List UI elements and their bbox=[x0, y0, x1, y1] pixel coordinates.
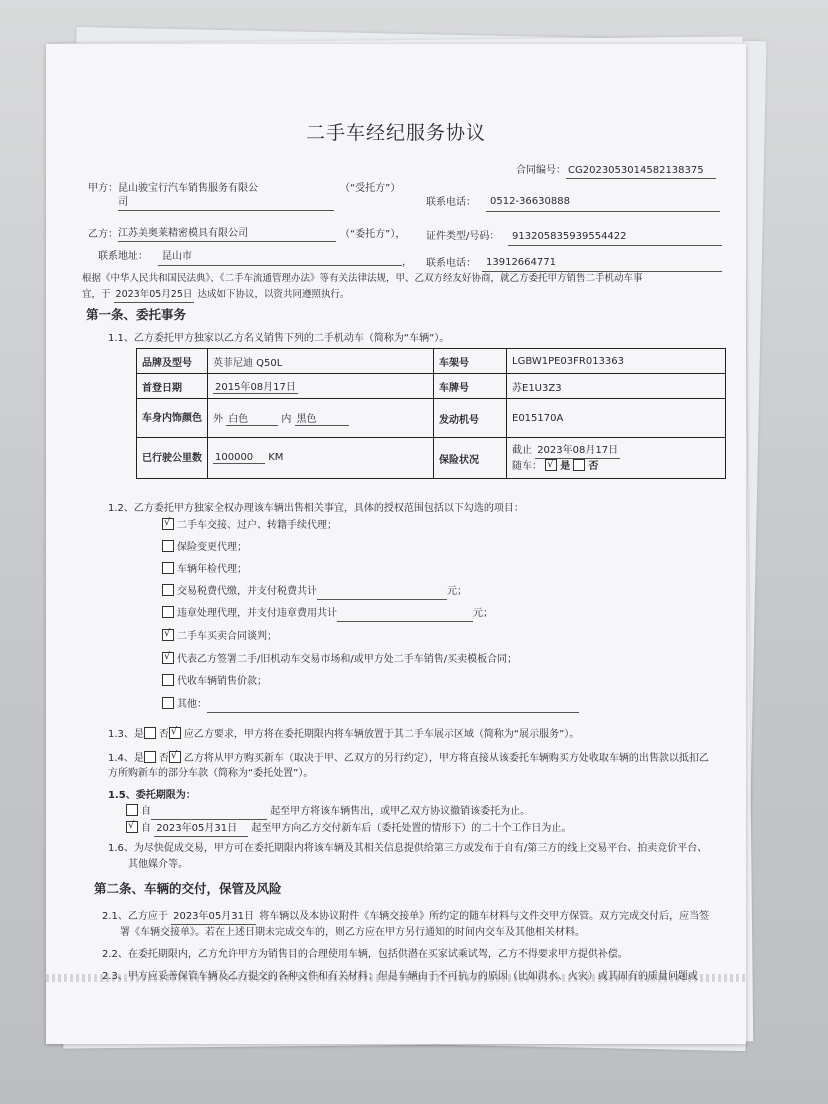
auth-checkbox[interactable] bbox=[162, 697, 174, 709]
underline bbox=[158, 265, 402, 266]
clause-1-4-cont: 方所购新车的部分车款（简称为“委托处置”）。 bbox=[108, 768, 314, 779]
insurance-follow-label: 随车： bbox=[512, 460, 542, 472]
auth-item-label: 二手车买卖合同谈判； bbox=[177, 631, 277, 642]
insurance-value bbox=[507, 438, 726, 479]
brand-value: 英菲尼迪 Q50L bbox=[208, 349, 434, 374]
table-row bbox=[137, 349, 726, 374]
term-text: 自 bbox=[141, 806, 151, 817]
party-b-role: （“委托方”）， bbox=[340, 229, 406, 240]
party-a-name-line2: 司 bbox=[118, 197, 128, 208]
auth-checkbox[interactable] bbox=[162, 674, 174, 686]
auth-item-label: 二手车交接、过户、转籍手续代理； bbox=[177, 520, 337, 531]
term-option-1 bbox=[126, 804, 530, 820]
document-title: 二手车经纪服务协议 bbox=[305, 122, 486, 144]
clause-1-6-cont: 其他媒介等。 bbox=[128, 859, 188, 870]
exterior-color: 白色 bbox=[226, 410, 278, 426]
term-option-1-checkbox[interactable] bbox=[126, 804, 138, 816]
auth-item-label: 交易税费代缴，并支付税费共计 bbox=[177, 586, 317, 597]
party-b-label: 乙方： bbox=[88, 229, 118, 240]
color-label: 车身内饰颜色 bbox=[137, 399, 208, 438]
auth-checkbox[interactable] bbox=[162, 518, 174, 530]
auth-item bbox=[162, 652, 517, 667]
vehicle-info-table bbox=[136, 348, 726, 479]
article-2-title: 第二条、车辆的交付，保管及风险 bbox=[94, 881, 282, 896]
auth-item bbox=[162, 606, 493, 622]
address-value: 昆山市 bbox=[162, 251, 192, 262]
registration-value bbox=[208, 374, 434, 399]
mileage-value bbox=[208, 438, 434, 479]
underline bbox=[508, 245, 722, 246]
brand-label: 品牌及型号 bbox=[137, 349, 208, 374]
clause-text: 应乙方要求，甲方将在委托期限内将车辆放置于其二手车展示区域（简称为“展示服务”）。 bbox=[183, 729, 580, 740]
insurance-no-label: 否 bbox=[588, 460, 599, 472]
clause-2-1 bbox=[102, 910, 709, 925]
exterior-prefix: 外 bbox=[213, 414, 223, 425]
term-text: 自 bbox=[141, 823, 151, 834]
insurance-no-checkbox[interactable] bbox=[573, 459, 585, 471]
auth-item-label: 违章处理代理，并支付违章费用共计 bbox=[177, 608, 337, 619]
underline bbox=[118, 241, 336, 242]
auth-item-label: 代收车辆销售价款； bbox=[177, 676, 267, 687]
mileage-unit: KM bbox=[268, 452, 284, 463]
engine-label: 发动机号 bbox=[434, 399, 507, 438]
auth-item-label: 车辆年检代理； bbox=[177, 564, 247, 575]
auth-item bbox=[162, 674, 267, 689]
party-a-label: 甲方： bbox=[88, 183, 118, 194]
auth-checkbox[interactable] bbox=[162, 562, 174, 574]
clause-text: 否 bbox=[158, 753, 169, 764]
clause-1-5: 1.5、委托期限为： bbox=[108, 790, 196, 801]
party-a-phone-label: 联系电话： bbox=[426, 197, 476, 208]
clause-1-4 bbox=[108, 751, 709, 766]
article-1-title: 第一条、委托事务 bbox=[86, 307, 187, 322]
auth-item bbox=[162, 584, 467, 600]
color-value bbox=[208, 399, 434, 438]
yuan-unit: 元； bbox=[473, 608, 493, 619]
clause-2-3: 2.3、甲方应妥善保管车辆及乙方提交的各种文件和有关材料；但是车辆由于不可抗力的原因（比如洪水、火灾）或其固有的质量问题或 bbox=[102, 971, 698, 982]
auth-checkbox[interactable] bbox=[162, 629, 174, 641]
yuan-unit: 元； bbox=[447, 586, 467, 597]
clause-1-3 bbox=[108, 727, 579, 742]
underline bbox=[486, 211, 720, 212]
table-row bbox=[137, 438, 726, 479]
preamble-line2 bbox=[82, 288, 349, 303]
term-option-2-checkbox[interactable] bbox=[126, 821, 138, 833]
vin-label: 车架号 bbox=[434, 349, 507, 374]
auth-checkbox[interactable] bbox=[162, 606, 174, 618]
clause-1-4-no-checkbox[interactable] bbox=[169, 751, 181, 763]
clause-2-1-cont: 署《车辆交接单》。若在上述日期未完成交车的，则乙方应在甲方另行通知的时间内交车及其他相关材料。 bbox=[120, 927, 585, 938]
table-row bbox=[137, 374, 726, 399]
party-b-phone: 13912664771 bbox=[486, 257, 556, 268]
registration-label: 首登日期 bbox=[137, 374, 208, 399]
comma: ， bbox=[402, 257, 412, 268]
clause-1-3-no-checkbox[interactable] bbox=[169, 727, 181, 739]
insurance-label: 保险状况 bbox=[434, 438, 507, 479]
auth-item-label: 保险变更代理； bbox=[177, 542, 247, 553]
party-b-id: 913205835939554422 bbox=[512, 231, 627, 242]
contract-number bbox=[516, 164, 716, 179]
mileage-number: 100000 bbox=[213, 452, 265, 464]
clause-text: 否 bbox=[158, 729, 169, 740]
term-text: 起至甲方将该车辆售出，或甲乙双方协议撤销该委托为止。 bbox=[270, 806, 531, 817]
contract-number-label: 合同编号： bbox=[516, 165, 566, 176]
preamble-line1: 根据《中华人民共和国民法典》、《二手车流通管理办法》等有关法律法规，甲、乙双方经友好协商，就乙方委托甲方销售二手机动车事 bbox=[82, 273, 643, 284]
auth-item bbox=[162, 562, 247, 577]
party-b-phone-label: 联系电话： bbox=[426, 258, 476, 269]
delivery-date: 2023年05月31日 bbox=[171, 910, 256, 925]
contract-number-value: CG2023053014582138375 bbox=[566, 164, 716, 179]
clause-1-6: 1.6、为尽快促成交易，甲方可在委托期限内将该车辆及其相关信息提供给第三方或发布于自有/第三方的线上交易平台、拍卖竞价平台、 bbox=[108, 843, 708, 854]
contract-page bbox=[46, 44, 746, 1044]
registration-date: 2015年08月17日 bbox=[213, 378, 298, 394]
party-a-name-line1: 昆山骏宝行汽车销售服务有限公 bbox=[118, 183, 258, 194]
address-label: 联系地址： bbox=[98, 251, 148, 262]
auth-item bbox=[162, 697, 579, 713]
auth-item-label: 代表乙方签署二手/旧机动车交易市场和/或甲方处二手车销售/买卖模板合同； bbox=[177, 654, 518, 665]
underline bbox=[118, 210, 334, 211]
agreement-date: 2023年05月25日 bbox=[114, 288, 195, 303]
party-b-id-label: 证件类型/号码： bbox=[426, 231, 500, 242]
preamble-text: 达成如下协议，以资共同遵照执行。 bbox=[197, 289, 350, 300]
term-start-date: 2023年05月31日 bbox=[154, 822, 248, 837]
clause-text: 乙方将从甲方购买新车（取决于甲、乙双方的另行约定），甲方将直接从该委托车辆购买方处收取车辆的出售款以抵扣乙 bbox=[183, 753, 709, 764]
clause-1-3-yes-checkbox[interactable] bbox=[144, 727, 156, 739]
party-a-role: （“受托方”） bbox=[340, 183, 401, 194]
auth-item bbox=[162, 540, 247, 555]
clause-text: 2.1、乙方应于 bbox=[102, 911, 168, 922]
clause-text: 将车辆以及本协议附件《车辆交接单》所约定的随车材料与文件交甲方保管。双方完成交付后，应当签 bbox=[259, 911, 710, 922]
auth-item bbox=[162, 629, 277, 644]
auth-item-label: 其他： bbox=[177, 699, 207, 710]
term-option-2 bbox=[126, 821, 571, 837]
party-b-name: 江苏美奥莱精密模具有限公司 bbox=[118, 228, 248, 239]
insurance-yes-checkbox[interactable] bbox=[545, 459, 557, 471]
preamble-text: 宜，于 bbox=[82, 289, 111, 300]
clause-1-2: 1.2、乙方委托甲方独家全权办理该车辆出售相关事宜，具体的授权范围包括以下勾选的项目： bbox=[108, 503, 524, 514]
vin-value: LGBW1PE03FR013363 bbox=[507, 349, 726, 374]
clause-text: 1.4、是 bbox=[108, 753, 144, 764]
auth-checkbox[interactable] bbox=[162, 652, 174, 664]
insurance-yes-label: 是 bbox=[560, 460, 571, 472]
mileage-label: 已行驶公里数 bbox=[137, 438, 208, 479]
insurance-prefix: 截止 bbox=[512, 444, 532, 456]
clause-1-1: 1.1、乙方委托甲方独家以乙方名义销售下列的二手机动车（简称为“车辆”）。 bbox=[108, 333, 450, 344]
party-a-phone: 0512-36630888 bbox=[490, 196, 570, 207]
engine-value: E015170A bbox=[507, 399, 726, 438]
plate-value: 苏E1U3Z3 bbox=[507, 374, 726, 399]
clause-2-2: 2.2、在委托期限内，乙方允许甲方为销售目的合理使用车辆，包括供潜在买家试乘试驾，乙方不得要求甲方提供补偿。 bbox=[102, 949, 628, 960]
term-text: 起至甲方向乙方交付新车后（委托处置的情形下）的二十个工作日为止。 bbox=[251, 823, 572, 834]
clause-1-4-yes-checkbox[interactable] bbox=[144, 751, 156, 763]
table-row bbox=[137, 399, 726, 438]
auth-checkbox[interactable] bbox=[162, 584, 174, 596]
auth-item bbox=[162, 518, 337, 533]
auth-checkbox[interactable] bbox=[162, 540, 174, 552]
interior-prefix: 内 bbox=[281, 414, 292, 425]
insurance-date: 2023年08月17日 bbox=[535, 443, 620, 459]
clause-text: 1.3、是 bbox=[108, 729, 144, 740]
interior-color: 黑色 bbox=[295, 410, 349, 426]
plate-label: 车牌号 bbox=[434, 374, 507, 399]
